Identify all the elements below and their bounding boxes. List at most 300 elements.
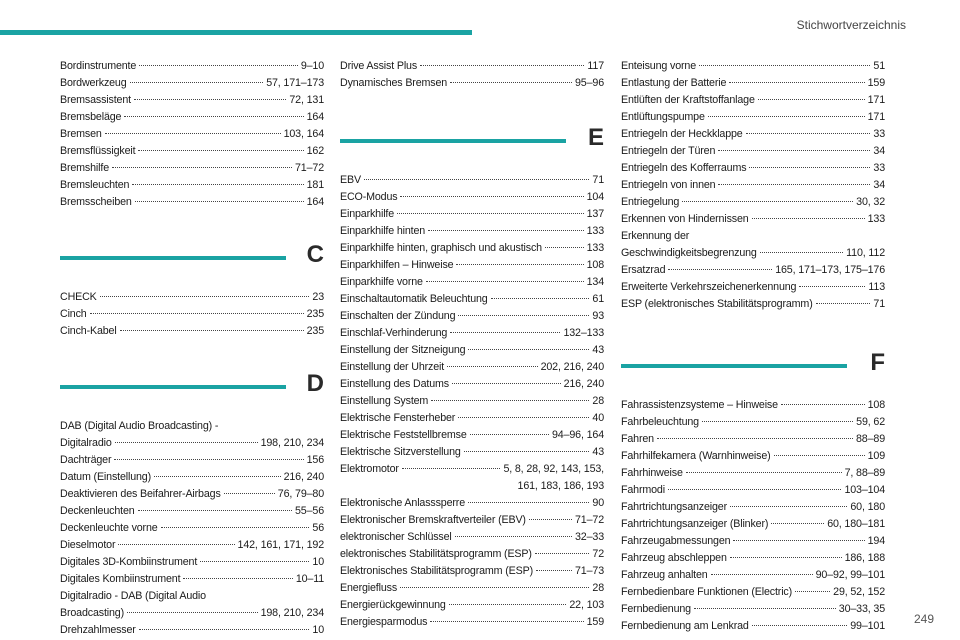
- page-reference: 43: [592, 344, 604, 356]
- index-column-1: [60, 58, 324, 639]
- page-reference: 43: [592, 446, 604, 458]
- index-entry: [60, 503, 324, 520]
- index-entry: [621, 482, 885, 499]
- page-reference: 93: [592, 310, 604, 322]
- index-entry: [340, 257, 604, 274]
- dot-leader: [224, 493, 275, 494]
- index-term: Fernbedienung am Lenkrad: [621, 620, 749, 632]
- dot-leader: [450, 82, 572, 83]
- index-term: Energierückgewinnung: [340, 599, 446, 611]
- index-entry: [340, 75, 604, 92]
- index-entry: [621, 499, 885, 516]
- dot-leader: [100, 296, 310, 297]
- index-entry: [60, 571, 324, 588]
- index-term: Datum (Einstellung): [60, 471, 151, 483]
- index-term: Drehzahlmesser: [60, 624, 136, 636]
- entry-group-e1: [340, 172, 604, 461]
- page-reference: 117: [587, 60, 604, 72]
- index-term: Bremsscheiben: [60, 196, 132, 208]
- entry-group-d2: [340, 58, 604, 92]
- dot-leader: [657, 438, 853, 439]
- entry-group-e4: [621, 262, 885, 313]
- index-term: Bremsbeläge: [60, 111, 122, 123]
- page-reference: 10–11: [295, 573, 324, 585]
- dot-leader: [431, 400, 589, 401]
- dot-leader: [450, 332, 560, 333]
- entry-single: [60, 622, 324, 639]
- dot-leader: [118, 544, 234, 545]
- index-term: Entlüften der Kraftstoffanlage: [621, 94, 755, 106]
- page-reference: 235: [306, 325, 324, 337]
- index-term: Ersatzrad: [621, 264, 666, 276]
- dot-leader: [535, 553, 590, 554]
- index-term: Elektrische Sitzverstellung: [340, 446, 461, 458]
- dot-leader: [452, 383, 561, 384]
- index-entry: [340, 444, 604, 461]
- entry-single: [340, 461, 604, 478]
- dot-leader: [711, 574, 813, 575]
- dot-leader: [464, 451, 590, 452]
- index-entry: [621, 567, 885, 584]
- index-term: Einparkhilfe: [340, 208, 395, 220]
- index-entry: [60, 126, 324, 143]
- page-reference: 216, 240: [283, 471, 324, 483]
- page-reference: 61: [592, 293, 604, 305]
- index-term: Dieselmotor: [60, 539, 116, 551]
- dot-leader: [130, 82, 264, 83]
- dot-leader: [120, 330, 304, 331]
- index-entry: [621, 194, 885, 211]
- page-reference: 71: [592, 174, 604, 186]
- dot-leader: [430, 621, 583, 622]
- page-reference: 76, 79–80: [277, 488, 324, 500]
- index-entry: [60, 323, 324, 340]
- page-reference: 186, 188: [844, 552, 885, 564]
- index-entry: [340, 393, 604, 410]
- page-reference: 71–72: [295, 162, 324, 174]
- letter-f: F: [870, 349, 885, 376]
- letter-e: E: [587, 124, 604, 151]
- index-entry: [60, 537, 324, 554]
- page-reference: 194: [867, 535, 885, 547]
- dot-leader: [771, 523, 824, 524]
- dot-leader: [702, 421, 853, 422]
- index-term: Einparkhilfe vorne: [340, 276, 423, 288]
- page-reference: 71–73: [575, 565, 604, 577]
- index-entry: [621, 397, 885, 414]
- page-reference: 162: [306, 145, 324, 157]
- dot-leader: [124, 116, 303, 117]
- dot-leader: [730, 557, 842, 558]
- index-term: Elektromotor: [340, 463, 399, 475]
- index-term: Fernbedienung: [621, 603, 691, 615]
- index-entry: [340, 512, 604, 529]
- page-reference: 30, 32: [856, 196, 885, 208]
- index-term: Elektronische Anlasssperre: [340, 497, 466, 509]
- index-entry: [340, 240, 604, 257]
- page-reference: 159: [867, 77, 885, 89]
- index-term: Fahrhilfekamera (Warnhinweise): [621, 450, 771, 462]
- page-reference: 171: [867, 111, 885, 123]
- dot-leader: [364, 179, 589, 180]
- dot-leader: [449, 604, 567, 605]
- index-term: Bremsflüssigkeit: [60, 145, 136, 157]
- page-reference: 34: [873, 145, 885, 157]
- index-term: Einstellung der Sitzneigung: [340, 344, 466, 356]
- index-entry: [340, 580, 604, 597]
- index-term: Einschalten der Zündung: [340, 310, 456, 322]
- index-term: Fahrzeug abschleppen: [621, 552, 727, 564]
- index-entry: [340, 461, 604, 478]
- index-term: Entlüftungspumpe: [621, 111, 705, 123]
- page-reference: 72: [592, 548, 604, 560]
- entry-group-e3: [621, 58, 885, 228]
- dot-leader: [752, 625, 848, 626]
- section-title: Stichwortverzeichnis: [796, 18, 906, 32]
- page-reference: 40: [592, 412, 604, 424]
- page-reference: 110, 112: [846, 247, 885, 259]
- index-entry: [60, 435, 324, 452]
- dot-leader: [816, 303, 871, 304]
- index-term: Fahrmodi: [621, 484, 665, 496]
- dot-leader: [668, 269, 772, 270]
- dot-leader: [161, 527, 310, 528]
- page-reference: 33: [873, 162, 885, 174]
- index-entry: [340, 546, 604, 563]
- page-reference: 198, 210, 234: [260, 437, 324, 449]
- page-reference: 30–33, 35: [838, 603, 885, 615]
- index-column-3: [621, 58, 885, 635]
- dot-leader: [105, 133, 281, 134]
- index-entry: [621, 414, 885, 431]
- letter-rule: [621, 364, 847, 368]
- page-reference: 5, 8, 28, 92, 143, 153,: [503, 463, 604, 475]
- index-term: Einschlaf-Verhinderung: [340, 327, 448, 339]
- index-entry: [621, 75, 885, 92]
- index-entry: [60, 143, 324, 160]
- page-reference: 104: [586, 191, 604, 203]
- dot-leader: [468, 502, 589, 503]
- page-reference: 88–89: [856, 433, 885, 445]
- index-term: Cinch-Kabel: [60, 325, 117, 337]
- entry-single: [60, 435, 324, 452]
- index-term: Einparkhilfe hinten: [340, 225, 426, 237]
- index-term: Bremsassistent: [60, 94, 131, 106]
- page-reference: 10: [312, 624, 324, 636]
- index-entry: [340, 563, 604, 580]
- index-term: Fahrtrichtungsanzeiger (Blinker): [621, 518, 769, 530]
- entry-single: [621, 245, 885, 262]
- dot-leader: [799, 286, 865, 287]
- index-entry: [621, 262, 885, 279]
- page-reference: 103–104: [844, 484, 885, 496]
- index-term: Entriegeln von innen: [621, 179, 716, 191]
- index-term: Deckenleuchte vorne: [60, 522, 158, 534]
- index-term: ECO-Modus: [340, 191, 398, 203]
- dot-leader: [458, 417, 589, 418]
- page-reference: 22, 103: [569, 599, 604, 611]
- page-reference: 171: [867, 94, 885, 106]
- index-term: Digitales Kombiinstrument: [60, 573, 181, 585]
- index-term: Einstellung System: [340, 395, 429, 407]
- index-term: Einparkhilfen – Hinweise: [340, 259, 454, 271]
- page-reference: 90–92, 99–101: [815, 569, 885, 581]
- index-term: Bremshilfe: [60, 162, 109, 174]
- page-reference: 59, 62: [856, 416, 885, 428]
- dot-leader: [749, 167, 870, 168]
- dot-leader: [536, 570, 572, 571]
- dot-leader: [729, 82, 864, 83]
- page-reference: 235: [306, 308, 324, 320]
- dot-leader: [127, 612, 258, 613]
- index-term: Fahrassistenzsysteme – Hinweise: [621, 399, 778, 411]
- dot-leader: [456, 264, 583, 265]
- index-term: Einstellung der Uhrzeit: [340, 361, 445, 373]
- dot-leader: [400, 587, 589, 588]
- index-term: Einparkhilfe hinten, graphisch und akustisch: [340, 242, 542, 254]
- dot-leader: [752, 218, 865, 219]
- index-term: EBV: [340, 174, 361, 186]
- dot-leader: [668, 489, 841, 490]
- index-entry: [621, 126, 885, 143]
- page-reference: 216, 240: [563, 378, 604, 390]
- index-entry-line: Digitalradio - DAB (Digital Audio: [60, 590, 206, 602]
- page-reference: 103, 164: [283, 128, 324, 140]
- dot-leader: [682, 201, 853, 202]
- page-reference: 29, 52, 152: [833, 586, 885, 598]
- index-term: Deckenleuchten: [60, 505, 135, 517]
- index-term: Entriegeln des Kofferraums: [621, 162, 747, 174]
- index-term: Einstellung des Datums: [340, 378, 449, 390]
- dot-leader: [138, 510, 292, 511]
- index-entry: [60, 469, 324, 486]
- page-reference: 7, 88–89: [844, 467, 885, 479]
- page-reference: 134: [586, 276, 604, 288]
- dot-leader: [730, 506, 847, 507]
- index-entry: [60, 520, 324, 537]
- dot-leader: [200, 561, 309, 562]
- letter-heading-e: [340, 114, 604, 172]
- index-entry: [340, 223, 604, 240]
- index-entry: [621, 448, 885, 465]
- dot-leader: [397, 213, 584, 214]
- index-entry: [340, 206, 604, 223]
- dot-leader: [134, 99, 286, 100]
- page-reference: 71–72: [575, 514, 604, 526]
- index-entry: [60, 306, 324, 323]
- dot-leader: [458, 315, 589, 316]
- index-term: Dynamisches Bremsen: [340, 77, 448, 89]
- dot-leader: [447, 366, 537, 367]
- index-entry: [60, 452, 324, 469]
- dot-leader: [114, 459, 303, 460]
- page-reference: 165, 171–173, 175–176: [775, 264, 885, 276]
- dot-leader: [138, 150, 303, 151]
- page-reference: 56: [312, 522, 324, 534]
- page-reference: 132–133: [563, 327, 604, 339]
- index-term: Dachträger: [60, 454, 112, 466]
- letter-heading-c: [60, 231, 324, 289]
- index-entry-line: DAB (Digital Audio Broadcasting) -: [60, 420, 219, 432]
- index-term: Entriegeln der Heckklappe: [621, 128, 743, 140]
- entry-single: [60, 605, 324, 622]
- index-entry: [340, 495, 604, 512]
- dot-leader: [112, 167, 292, 168]
- index-term: elektronisches Stabilitätsprogramm (ESP): [340, 548, 532, 560]
- page-reference: 94–96, 164: [552, 429, 604, 441]
- page-reference: 202, 216, 240: [540, 361, 604, 373]
- dot-leader: [686, 472, 842, 473]
- index-term: Enteisung vorne: [621, 60, 696, 72]
- index-term: Broadcasting): [60, 607, 124, 619]
- page-reference: 32–33: [575, 531, 604, 543]
- page-reference: 156: [306, 454, 324, 466]
- index-term: Elektrische Feststellbremse: [340, 429, 467, 441]
- index-entry: [60, 486, 324, 503]
- page-reference: 51: [873, 60, 885, 72]
- index-term: Geschwindigkeitsbegrenzung: [621, 247, 757, 259]
- index-entry: [60, 92, 324, 109]
- page-reference: 23: [312, 291, 324, 303]
- index-term: Bordinstrumente: [60, 60, 137, 72]
- page-reference: 9–10: [300, 60, 324, 72]
- dot-leader: [420, 65, 584, 66]
- letter-rule: [60, 385, 286, 389]
- index-term: Fahrzeugabmessungen: [621, 535, 731, 547]
- index-term: Erweiterte Verkehrszeichenerkennung: [621, 281, 797, 293]
- dot-leader: [402, 468, 501, 469]
- index-entry: [340, 410, 604, 427]
- index-term: Fahrhinweise: [621, 467, 683, 479]
- index-entry: [621, 160, 885, 177]
- page-reference: 142, 161, 171, 192: [237, 539, 324, 551]
- dot-leader: [468, 349, 589, 350]
- dot-leader: [529, 519, 572, 520]
- index-entry: [621, 211, 885, 228]
- index-entry: [60, 160, 324, 177]
- index-term: Bordwerkzeug: [60, 77, 127, 89]
- dot-leader: [694, 608, 836, 609]
- dot-leader: [426, 281, 584, 282]
- page-reference: 55–56: [295, 505, 324, 517]
- page-reference: 28: [592, 582, 604, 594]
- index-entry: [621, 245, 885, 262]
- index-term: Elektronisches Stabilitätsprogramm (ESP): [340, 565, 533, 577]
- index-entry: [60, 194, 324, 211]
- page-reference: 33: [873, 128, 885, 140]
- page-reference: 159: [586, 616, 604, 628]
- dot-leader: [795, 591, 830, 592]
- index-entry-continuation: 161, 183, 186, 193: [517, 480, 604, 492]
- index-entry: [621, 465, 885, 482]
- index-term: Fahrzeug anhalten: [621, 569, 708, 581]
- index-entry: [621, 431, 885, 448]
- index-entry: [340, 308, 604, 325]
- index-entry: [621, 533, 885, 550]
- index-term: Drive Assist Plus: [340, 60, 418, 72]
- index-term: Elektronischer Bremskraftverteiler (EBV): [340, 514, 526, 526]
- index-term: Entriegelung: [621, 196, 680, 208]
- index-entry: [60, 289, 324, 306]
- dot-leader: [455, 536, 572, 537]
- page-reference: 60, 180: [850, 501, 885, 513]
- index-entry: [621, 58, 885, 75]
- index-entry: [60, 58, 324, 75]
- index-entry: [621, 296, 885, 313]
- entry-group-b: [60, 58, 324, 211]
- index-entry: [621, 109, 885, 126]
- page-reference: 95–96: [575, 77, 604, 89]
- page-reference: 60, 180–181: [827, 518, 885, 530]
- page-reference: 99–101: [850, 620, 885, 632]
- dot-leader: [428, 230, 584, 231]
- index-entry: [621, 584, 885, 601]
- index-term: Deaktivieren des Beifahrer-Airbags: [60, 488, 221, 500]
- index-entry: [340, 172, 604, 189]
- page-reference: 57, 171–173: [266, 77, 324, 89]
- dot-leader: [746, 133, 871, 134]
- index-term: Fahren: [621, 433, 654, 445]
- page-reference: 108: [867, 399, 885, 411]
- page-reference: 72, 131: [289, 94, 324, 106]
- page-reference: 133: [586, 225, 604, 237]
- index-entry: [340, 614, 604, 631]
- index-entry: [621, 618, 885, 635]
- index-entry: [340, 359, 604, 376]
- index-entry: [60, 622, 324, 639]
- letter-rule: [60, 256, 286, 260]
- page-reference: 164: [306, 196, 324, 208]
- index-term: Entlastung der Batterie: [621, 77, 727, 89]
- index-entry: [340, 274, 604, 291]
- dot-leader: [139, 65, 298, 66]
- index-entry: [60, 554, 324, 571]
- dot-leader: [733, 540, 864, 541]
- index-entry: [60, 75, 324, 92]
- index-entry: [60, 177, 324, 194]
- page-reference: 113: [868, 281, 885, 293]
- dot-leader: [491, 298, 590, 299]
- page-reference: 34: [873, 179, 885, 191]
- index-term: Bremsen: [60, 128, 102, 140]
- index-entry: [340, 376, 604, 393]
- page-reference: 181: [306, 179, 324, 191]
- index-entry: [621, 516, 885, 533]
- page-reference: 28: [592, 395, 604, 407]
- dot-leader: [132, 184, 303, 185]
- page-reference: 90: [592, 497, 604, 509]
- page-reference: 10: [312, 556, 324, 568]
- index-entry: [340, 325, 604, 342]
- index-term: Fernbedienbare Funktionen (Electric): [621, 586, 793, 598]
- page-reference: 137: [586, 208, 604, 220]
- page-reference: 109: [867, 450, 885, 462]
- dot-leader: [699, 65, 870, 66]
- index-entry: [340, 427, 604, 444]
- index-entry-line: Erkennung der: [621, 230, 690, 242]
- dot-leader: [139, 629, 310, 630]
- index-term: ESP (elektronisches Stabilitätsprogramm): [621, 298, 813, 310]
- page-reference: 164: [306, 111, 324, 123]
- index-entry: [621, 177, 885, 194]
- index-term: Cinch: [60, 308, 87, 320]
- dot-leader: [400, 196, 583, 197]
- page-reference: 108: [586, 259, 604, 271]
- index-entry: [340, 342, 604, 359]
- index-term: Digitales 3D-Kombiinstrument: [60, 556, 198, 568]
- header-accent-bar: [0, 30, 472, 35]
- entry-group-f: [621, 397, 885, 635]
